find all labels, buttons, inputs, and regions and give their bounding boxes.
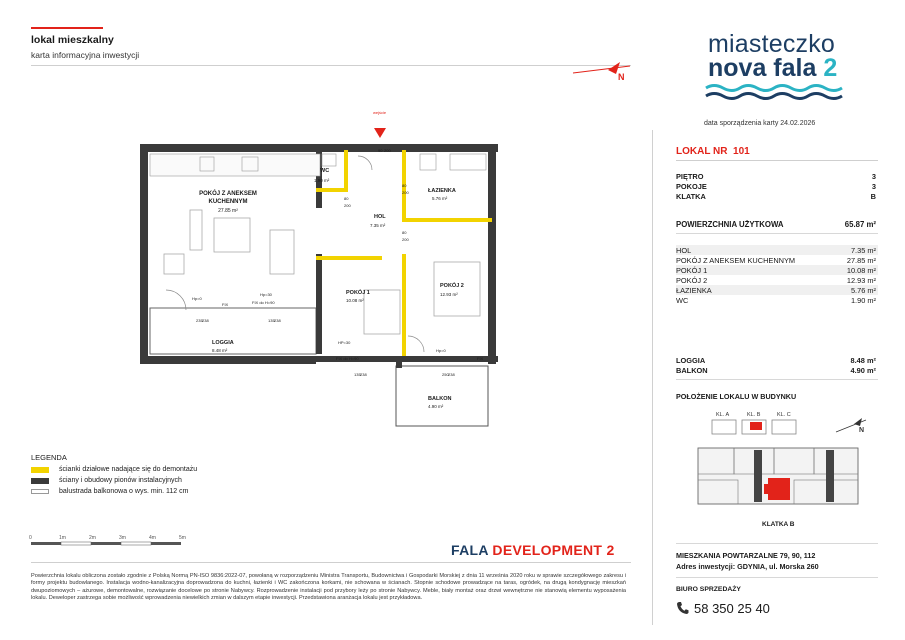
sales-phone: 58 350 25 40 xyxy=(694,601,770,616)
document-title: lokal mieszkalny xyxy=(31,34,114,46)
mini-compass-label: N xyxy=(859,427,865,434)
outdoor-row-balkon: BALKON 4.90 m² xyxy=(676,366,876,375)
label-kl-b: KL. B xyxy=(747,412,761,418)
usable-area-row: POWIERZCHNIA UŻYTKOWA 65.87 m² xyxy=(676,220,876,229)
developer-logo xyxy=(451,542,615,558)
info-row-stairwell: KLATKA B xyxy=(676,192,876,201)
plan-dim: 235 xyxy=(196,318,203,323)
building-location-plan xyxy=(676,404,876,534)
plan-label-balkon: BALKON xyxy=(428,396,452,402)
right-divider xyxy=(652,130,653,625)
plan-note: FIX do H=90 xyxy=(336,356,359,361)
plan-dim: 90 xyxy=(378,148,383,153)
legend-swatch-dark xyxy=(31,478,49,484)
plan-note: Hp=0 xyxy=(192,296,202,301)
plan-dim: 238 xyxy=(274,318,281,323)
room-row: WC 1.90 m² xyxy=(676,296,876,305)
address-divider xyxy=(676,543,878,544)
developer-part2: DEVELOPMENT 2 xyxy=(492,542,615,558)
scale-tick-label: 3m xyxy=(119,535,126,541)
area-divider xyxy=(676,233,878,234)
scale-tick-label: 1m xyxy=(59,535,66,541)
plan-dim: 200 xyxy=(402,190,409,195)
plan-note: FIX xyxy=(477,356,484,361)
header-accent-line xyxy=(31,27,103,29)
plan-dim: 200 xyxy=(384,148,391,153)
plan-label-pokoj2: POKÓJ 2 xyxy=(440,283,464,289)
legend-item: balustrada balkonowa o wys. min. 112 cm xyxy=(31,488,188,495)
developer-part1: FALA xyxy=(451,542,493,558)
logo-waves-icon xyxy=(706,84,844,102)
legend-title: LEGENDA xyxy=(31,453,67,462)
scale-bar xyxy=(29,530,219,552)
lokal-value: 101 xyxy=(733,146,750,157)
address-line1: MIESZKANIA POWTARZALNE 79, 90, 112 xyxy=(676,551,816,560)
plan-note: FIX xyxy=(222,302,229,307)
room-row: POKÓJ 2 12.93 m² xyxy=(676,276,876,285)
plan-area-pokoj1: 10.08 m² xyxy=(346,298,364,303)
sales-label: BIURO SPRZEDAŻY xyxy=(676,586,741,593)
lokal-label: LOKAL NR xyxy=(676,146,728,157)
plan-area-lazienka: 5.76 m² xyxy=(432,196,448,201)
plan-label-kitchen2: KUCHENNYM xyxy=(208,199,248,205)
logo-line2 xyxy=(708,54,837,83)
plan-dim: 135 xyxy=(354,372,361,377)
compass-north-icon xyxy=(568,60,638,82)
legend-swatch-yellow xyxy=(31,467,49,473)
label-kl-c: KL. C xyxy=(777,412,791,418)
footer-disclaimer: Powierzchnia lokalu obliczona zostało zgodnie z Polską Normą PN-ISO 9836:2022-07, powołaną w rozporządzeniu Ministra Transportu, Budownictwa i Gospodarki Morskiej z dnia 11 września 2020 roku w sprawie szczegółowego zakresu i formy projektu budowlanego. Instalacja wodno-kanalizacyjna doprowadzona do kuchni, łazienki i WC zakończona korkami, nie schowana w ścianach. Stopnie schodowe prowadzące na taras, ogródek, na drugą kondygnację mieszkań dwupoziomowych – ażurowe, demontowalne, rozwiązanie docelowe po stronie Nabywcy. Rozprowadzenie instalacji pod przybory leży po stronie Nabywcy. Meble, biały montaż oraz drzwi wewnętrzne nie stanowią elementu wyposażenia lokalu. Deweloper zastrzega sobie możliwość wprowadzenia niewielkich zmian w dalszym etapie inwestycji. Przedstawiona aranżacja lokalu jest przykładowa. xyxy=(31,573,626,602)
outdoor-divider xyxy=(676,379,878,380)
info-row-rooms: POKOJE 3 xyxy=(676,182,876,191)
lokal-number xyxy=(676,146,750,157)
plan-label-kitchen: POKÓJ Z ANEKSEM xyxy=(199,191,257,197)
plan-area-kitchen: 27.85 m² xyxy=(218,208,238,214)
label-klatka: KLATKA B xyxy=(762,521,795,528)
label-kl-a: KL. A xyxy=(716,412,730,418)
legend-swatch-railing xyxy=(31,489,49,494)
phone-icon xyxy=(676,601,689,615)
plan-dim: 80 xyxy=(402,183,407,188)
plan-note: Hp=0 xyxy=(436,348,446,353)
plan-note: FIX do H=90 xyxy=(252,300,275,305)
legend-item: ściany i obudowy pionów instalacyjnych xyxy=(31,477,182,484)
plan-note: HP=30 xyxy=(338,340,351,345)
plan-label-loggia: LOGGIA xyxy=(212,340,234,346)
scale-tick-label: 0 xyxy=(29,535,32,541)
plan-dim: 80 xyxy=(402,230,407,235)
room-row: POKÓJ Z ANEKSEM KUCHENNYM 27.85 m² xyxy=(676,256,876,265)
scale-tick-label: 2m xyxy=(89,535,96,541)
room-row: HOL 7.35 m² xyxy=(676,246,876,255)
plan-dim: 80 xyxy=(344,196,349,201)
plan-note: Hp=30 xyxy=(260,292,272,297)
header-divider xyxy=(31,65,631,66)
plan-dim: 238 xyxy=(448,372,455,377)
room-row: ŁAZIENKA 5.76 m² xyxy=(676,286,876,295)
logo-name: nova fala xyxy=(708,54,817,82)
document-subtitle: karta informacyjna inwestycji xyxy=(31,50,140,60)
footer-divider xyxy=(31,562,631,563)
compass-label: N xyxy=(618,72,625,82)
plan-area-pokoj2: 12.93 m² xyxy=(440,292,458,297)
plan-dim: 238 xyxy=(360,372,367,377)
plan-label-lazienka: ŁAZIENKA xyxy=(428,188,456,194)
card-date: data sporządzenia karty 24.02.2026 xyxy=(704,120,816,127)
plan-area-loggia: 8.48 m² xyxy=(212,348,228,353)
plan-dim: 135 xyxy=(268,318,275,323)
logo-line1: miasteczko xyxy=(708,30,836,58)
address-line2: Adres inwestycji: GDYNIA, ul. Morska 260 xyxy=(676,562,819,571)
lokal-underline xyxy=(676,160,878,161)
floor-plan xyxy=(130,110,500,430)
sales-divider xyxy=(676,577,878,578)
legend-item: ścianki działowe nadające się do demontażu xyxy=(31,466,197,473)
plan-dim: 250 xyxy=(442,372,449,377)
location-title: POŁOŻENIE LOKALU W BUDYNKU xyxy=(676,392,797,401)
plan-dim: 238 xyxy=(202,318,209,323)
plan-entrance-label: wejście xyxy=(373,110,387,115)
plan-dim: 200 xyxy=(344,203,351,208)
outdoor-row-loggia: LOGGIA 8.48 m² xyxy=(676,356,876,365)
info-row-floor: PIĘTRO 3 xyxy=(676,172,876,181)
plan-area-balkon: 4.90 m² xyxy=(428,404,444,409)
plan-label-wc: WC xyxy=(320,168,330,174)
scale-tick-label: 5m xyxy=(179,535,186,541)
plan-dim: 200 xyxy=(402,237,409,242)
plan-label-hol: HOL xyxy=(374,214,386,220)
logo-number: 2 xyxy=(823,54,838,82)
plan-area-hol: 7.35 m² xyxy=(370,223,386,228)
room-row: POKÓJ 1 10.08 m² xyxy=(676,266,876,275)
scale-tick-label: 4m xyxy=(149,535,156,541)
plan-area-wc: 1.90 m² xyxy=(314,178,330,183)
plan-label-pokoj1: POKÓJ 1 xyxy=(346,290,370,296)
